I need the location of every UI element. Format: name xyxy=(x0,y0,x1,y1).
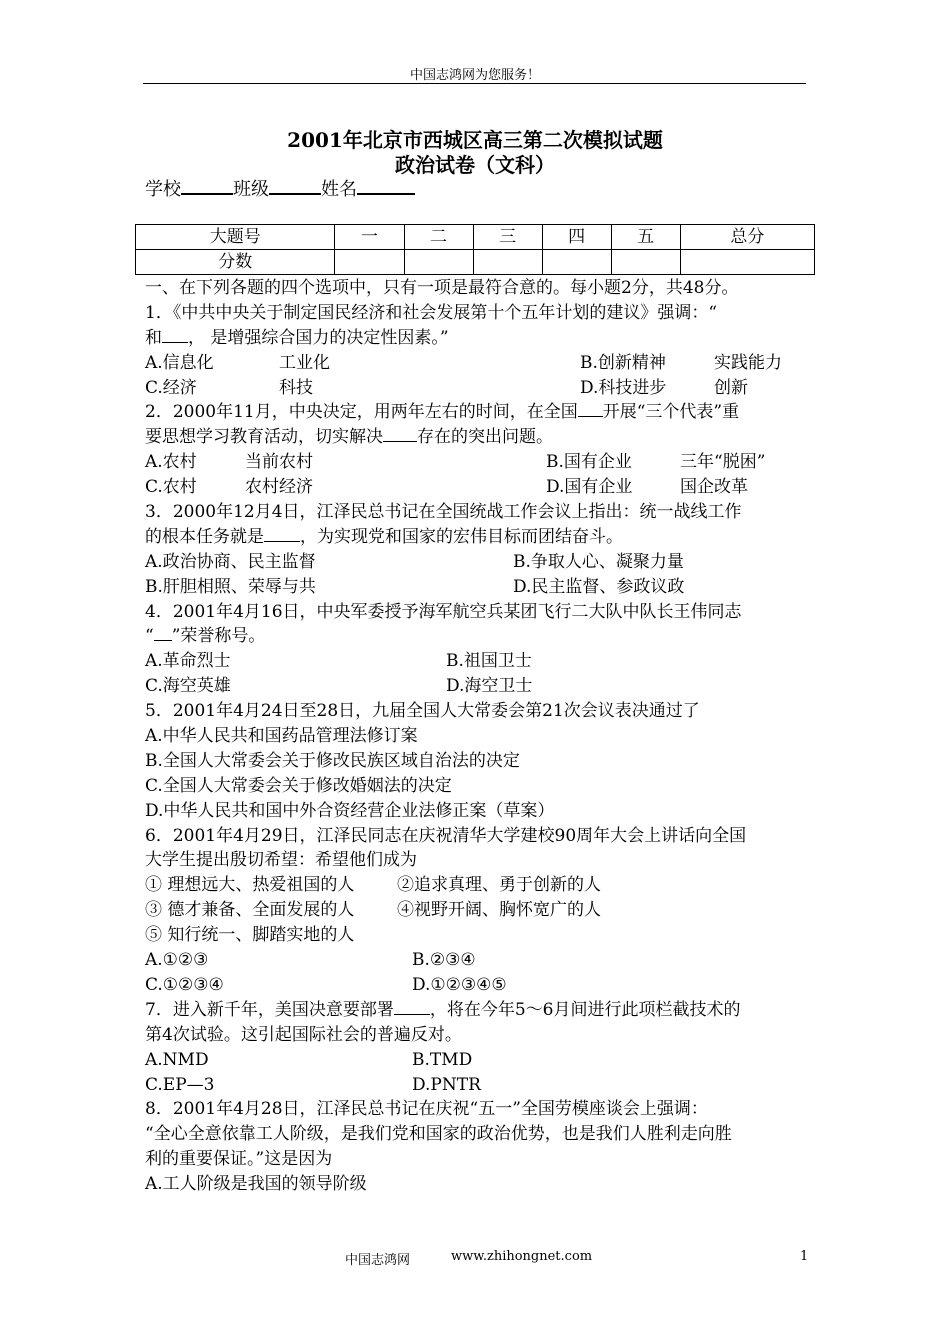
option-d[interactable]: D.科技进步 xyxy=(580,377,667,398)
option-a[interactable]: A.①②③ xyxy=(145,950,209,971)
option-d[interactable]: D.PNTR xyxy=(412,1074,481,1095)
option-b[interactable]: B.争取人心、凝聚力量 xyxy=(513,551,684,572)
score-cell[interactable] xyxy=(611,250,680,275)
footer-url[interactable]: www.zhihongnet.com xyxy=(451,1249,593,1264)
option-a[interactable]: A.政治协商、民主监督 xyxy=(145,551,316,572)
question-7-stem-cont: 第4次试验。这引起国际社会的普遍反对。 xyxy=(145,1024,462,1045)
score-cell[interactable] xyxy=(335,250,404,275)
question-6-stem: 6．2001年4月29日，江泽民同志在庆祝清华大学建校90周年大会上讲话向全国 xyxy=(145,825,747,846)
answer-blank xyxy=(264,526,300,542)
option-d[interactable]: D.①②③④⑤ xyxy=(412,974,507,995)
option-b[interactable]: B.国有企业 xyxy=(546,452,632,473)
question-3-stem: 3．2000年12月4日，江泽民总书记在全国统战工作会议上指出：统一战线工作 xyxy=(145,502,742,523)
option-b[interactable]: B.TMD xyxy=(412,1049,473,1070)
option-c-2: 科技 xyxy=(279,377,313,398)
score-cell[interactable] xyxy=(404,250,473,275)
question-1-options-cd xyxy=(145,376,810,401)
option-a[interactable]: A.农村 xyxy=(145,452,197,473)
option-b-2: 三年“脱困” xyxy=(680,452,766,473)
score-header-cell: 三 xyxy=(473,225,542,250)
option-b[interactable]: B.全国人大常委会关于修改民族区域自治法的决定 xyxy=(145,750,520,771)
score-header-cell: 一 xyxy=(335,225,404,250)
question-4-stem: 4．2001年4月16日，中央军委授予海军航空兵某团飞行二大队中队长王伟同志 xyxy=(145,601,742,622)
question-4-stem-cont: “ ”荣誉称号。 xyxy=(145,626,266,647)
question-1-stem: 1．《中共中央关于制定国民经济和社会发展第十个五年计划的建议》强调：“ xyxy=(145,302,718,323)
option-a[interactable]: A.革命烈士 xyxy=(145,651,231,672)
option-d[interactable]: D.海空卫士 xyxy=(446,676,533,697)
score-value-row xyxy=(136,250,815,275)
option-b[interactable]: B.祖国卫士 xyxy=(446,651,532,672)
score-cell[interactable] xyxy=(542,250,611,275)
question-2-stem: 2．2000年11月，中央决定，用两年左右的时间，在全国 开展“三个代表”重 xyxy=(145,402,740,423)
question-2-options-cd xyxy=(145,475,810,500)
header-rule xyxy=(143,83,806,84)
answer-blank xyxy=(394,999,430,1015)
option-d-2: 国企改革 xyxy=(680,477,748,498)
option-d[interactable]: D.国有企业 xyxy=(546,477,633,498)
question-6-options-ab xyxy=(145,948,810,973)
item-2: ②追求真理、勇于创新的人 xyxy=(397,875,601,896)
option-d-2: 创新 xyxy=(714,377,748,398)
school-blank[interactable] xyxy=(181,177,233,195)
question-3-options-ab xyxy=(145,550,810,575)
student-info-line xyxy=(145,175,415,201)
item-4: ④视野开阔、胸怀宽广的人 xyxy=(397,900,601,921)
answer-blank xyxy=(162,327,188,343)
option-c[interactable]: C.全国人大常委会关于修改婚姻法的决定 xyxy=(145,775,452,796)
exam-subtitle: 政治试卷（文科） xyxy=(395,153,555,177)
exam-body xyxy=(145,276,810,1197)
option-c[interactable]: C.EP—3 xyxy=(145,1074,215,1095)
exam-title: 2001年北京市西城区高三第二次模拟试题 xyxy=(287,128,663,152)
answer-blank xyxy=(154,625,172,641)
question-2-stem-cont: 要思想学习教育活动，切实解决 存在的突出问题。 xyxy=(145,427,553,448)
footer-site-name: 中国志鸿网 xyxy=(345,1253,411,1268)
option-d[interactable]: D.中华人民共和国中外合资经营企业法修正案（草案） xyxy=(145,800,555,821)
question-7-stem: 7．进入新千年，美国决意要部署 ，将在今年5～6月间进行此项栏截技术的 xyxy=(145,999,741,1020)
option-b[interactable]: B.创新精神 xyxy=(580,352,666,373)
score-header-row xyxy=(136,225,815,250)
question-3-options-cd xyxy=(145,575,810,600)
class-blank[interactable] xyxy=(269,177,321,195)
option-c[interactable]: C.海空英雄 xyxy=(145,676,231,697)
question-8-stem-cont2: 利的重要保证。”这是因为 xyxy=(145,1149,333,1170)
option-a[interactable]: A.NMD xyxy=(145,1049,209,1070)
question-6-items-12 xyxy=(145,873,810,898)
name-label: 姓名 xyxy=(321,179,357,200)
class-label: 班级 xyxy=(233,179,269,200)
question-5-stem: 5．2001年4月24日至28日，九届全国人大常委会第21次会议表决通过了 xyxy=(145,701,700,722)
option-a[interactable]: A.工人阶级是我国的领导阶级 xyxy=(145,1174,367,1195)
page-header: 中国志鸿网为您服务！ xyxy=(409,68,540,83)
option-c-2: 农村经济 xyxy=(245,477,313,498)
option-a[interactable]: A.信息化 xyxy=(145,352,214,373)
score-header-cell: 五 xyxy=(611,225,680,250)
score-header-cell: 总分 xyxy=(680,225,814,250)
score-header-cell: 四 xyxy=(542,225,611,250)
item-3: ③ 德才兼备、全面发展的人 xyxy=(145,900,355,921)
answer-blank xyxy=(383,426,417,442)
question-8-stem-cont: “全心全意依靠工人阶级，是我们党和国家的政治优势，也是我们人胜利走向胜 xyxy=(145,1124,732,1145)
score-row-label: 分数 xyxy=(136,250,335,275)
question-3-stem-cont: 的根本任务就是 ，为实现党和国家的宏伟目标而团结奋斗。 xyxy=(145,526,623,547)
option-b-2: 实践能力 xyxy=(714,352,782,373)
option-a-2: 工业化 xyxy=(279,352,330,373)
item-1: ① 理想远大、热爱祖国的人 xyxy=(145,875,355,896)
option-a[interactable]: A.中华人民共和国药品管理法修订案 xyxy=(145,726,418,747)
option-d[interactable]: D.民主监督、参政议政 xyxy=(513,576,685,597)
question-4-options-ab xyxy=(145,649,810,674)
option-b[interactable]: B.②③④ xyxy=(412,950,476,971)
option-c[interactable]: C.经济 xyxy=(145,377,197,398)
question-6-options-cd xyxy=(145,973,810,998)
question-1-options-ab xyxy=(145,351,810,376)
question-7-options-cd xyxy=(145,1073,810,1098)
question-7-options-ab xyxy=(145,1048,810,1073)
section-intro: 一、在下列各题的四个选项中，只有一项是最符合意的。每小题2分，共48分。 xyxy=(145,278,739,298)
question-8-stem: 8．2001年4月28日，江泽民总书记在庆祝“五一”全国劳模座谈会上强调： xyxy=(145,1099,708,1120)
question-1-stem-cont: 和 ， 是增强综合国力的决定性因素。” xyxy=(145,327,449,348)
option-a-2: 当前农村 xyxy=(245,452,313,473)
score-cell[interactable] xyxy=(680,250,814,275)
page-number: 1 xyxy=(800,1249,809,1264)
question-6-items-34 xyxy=(145,898,810,923)
question-6-stem-cont: 大学生提出殷切希望：希望他们成为 xyxy=(145,850,417,871)
score-header-cell: 二 xyxy=(404,225,473,250)
answer-blank xyxy=(578,401,603,417)
score-header-cell: 大题号 xyxy=(136,225,335,250)
question-4-options-cd xyxy=(145,674,810,699)
option-c[interactable]: C.①②③④ xyxy=(145,974,224,995)
item-5: ⑤ 知行统一、脚踏实地的人 xyxy=(145,925,355,946)
option-c[interactable]: B.肝胆相照、荣辱与共 xyxy=(145,576,316,597)
school-label: 学校 xyxy=(145,179,181,200)
question-2-options-ab xyxy=(145,450,810,475)
score-cell[interactable] xyxy=(473,250,542,275)
name-blank[interactable] xyxy=(357,177,415,195)
option-c[interactable]: C.农村 xyxy=(145,477,197,498)
score-table xyxy=(135,224,815,275)
